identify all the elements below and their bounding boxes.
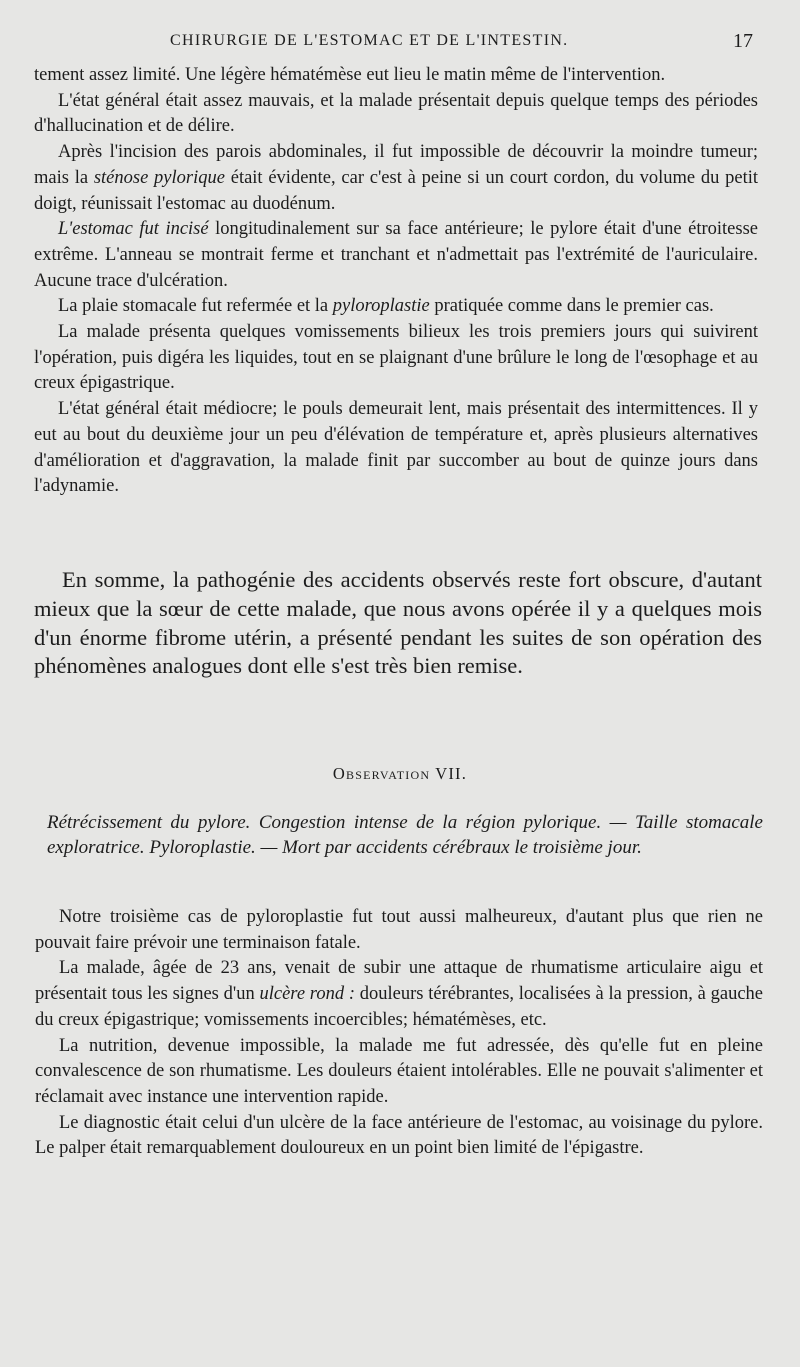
paragraph-text: douleurs térébrantes, localisées à la pression, à gauche du creux épigastrique; vomissements incoercibles; hématémèses, etc.: [35, 984, 763, 1030]
paragraph: [34, 294, 758, 320]
italic-term: pyloroplastie: [332, 296, 430, 317]
paragraph: La malade présenta quelques vomissements bilieux les trois premiers jours qui suivirent l'opération, puis digéra les liquides, tout en se plaignant d'une brûlure le long de l'œsophage et au creux épigastrique.: [34, 322, 758, 394]
italic-term: sténose pylorique: [93, 167, 225, 188]
running-title: CHIRURGIE DE L'ESTOMAC ET DE L'INTESTIN.: [170, 32, 569, 49]
summary-text: En somme, la pathogénie des accidents observés reste fort obscure, d'autant mieux que la sœur de cette malade, que nous avons opérée il y a quelques mois d'un énorme fibrome utérin, a présenté pendant les suites de son opération des phénomènes analogues dont elle s'est très bien remise.: [34, 567, 762, 679]
paragraph: tement assez limité. Une légère hématémèse eut lieu le matin même de l'intervention.: [34, 65, 666, 85]
paragraph: [34, 217, 758, 294]
paragraph-text: était évidente, car c'est à peine si un court cordon, du volume du petit doigt, réunissait l'estomac au duodénum.: [34, 167, 758, 214]
summary-paragraph: [34, 566, 762, 681]
paragraph: La nutrition, devenue impossible, la malade me fut adressée, dès qu'elle fut en pleine convalescence de son rhumatisme. Les douleurs étaient intolérables. Elle ne pouvait s'alimenter et réclamait avec instance une intervention rapide.: [35, 1035, 763, 1107]
paragraph-text: L'état général était assez mauvais, et la malade présentait depuis quelque temps des périodes d'hallucination et de délire.: [34, 90, 758, 137]
observation-heading-text: Observation VII.: [332, 764, 468, 783]
paragraph-text: Après l'incision des parois abdominales, il fut impossible de découvrir la moindre tumeur; mais la: [34, 142, 758, 188]
paragraph-text: longitudinalement sur sa face antérieure; le pylore était d'une étroitesse extrême. L'anneau se montrait ferme et tranchant et n'admettait pas l'extrémité de l'auriculaire. Aucune trace d'ulcération.: [34, 219, 758, 291]
paragraph: [34, 140, 758, 217]
case-report-continuation: [34, 63, 758, 500]
observation-heading: [0, 764, 800, 784]
paragraph: L'état général était médiocre; le pouls demeurait lent, mais présentait des intermittences. Il y eut au bout du deuxième jour un peu d'élévation de température et, après plusieurs alternatives d'amélioration et d'aggravation, la malade finit par succomber au bout de quinze jours dans l'adynamie.: [34, 399, 758, 497]
paragraph-text: pratiquée comme dans le premier cas.: [429, 296, 714, 317]
paragraph-text: La plaie stomacale fut refermée et la: [58, 296, 333, 317]
case-report-observation-vii: [35, 905, 763, 1162]
page-header: [0, 32, 800, 56]
paragraph: [35, 956, 763, 1033]
paragraph: Notre troisième cas de pyloroplastie fut tout aussi malheureux, d'autant plus que rien ne pouvait faire prévoir une terminaison fatale.: [35, 907, 763, 953]
paragraph: [34, 89, 758, 140]
italic-term: ulcère rond :: [259, 984, 355, 1005]
observation-subtitle: [47, 810, 763, 860]
paragraph: Le diagnostic était celui d'un ulcère de la face antérieure de l'estomac, au voisinage du pylore. Le palper était remarquablement douloureux en un point bien limité de l'épigastre.: [35, 1112, 763, 1159]
paragraph-text: La malade, âgée de 23 ans, venait de subir une attaque de rhumatisme articulaire aigu et présentait tous les signes d'un: [35, 958, 763, 1005]
italic-term: L'estomac fut incisé: [58, 219, 209, 240]
page-number: 17: [733, 30, 753, 52]
observation-subtitle-text: Rétrécissement du pylore. Congestion intense de la région pylorique. — Taille stomacale exploratrice. Pyloroplastie. — Mort par accidents cérébraux le troisième jour.: [47, 812, 763, 858]
